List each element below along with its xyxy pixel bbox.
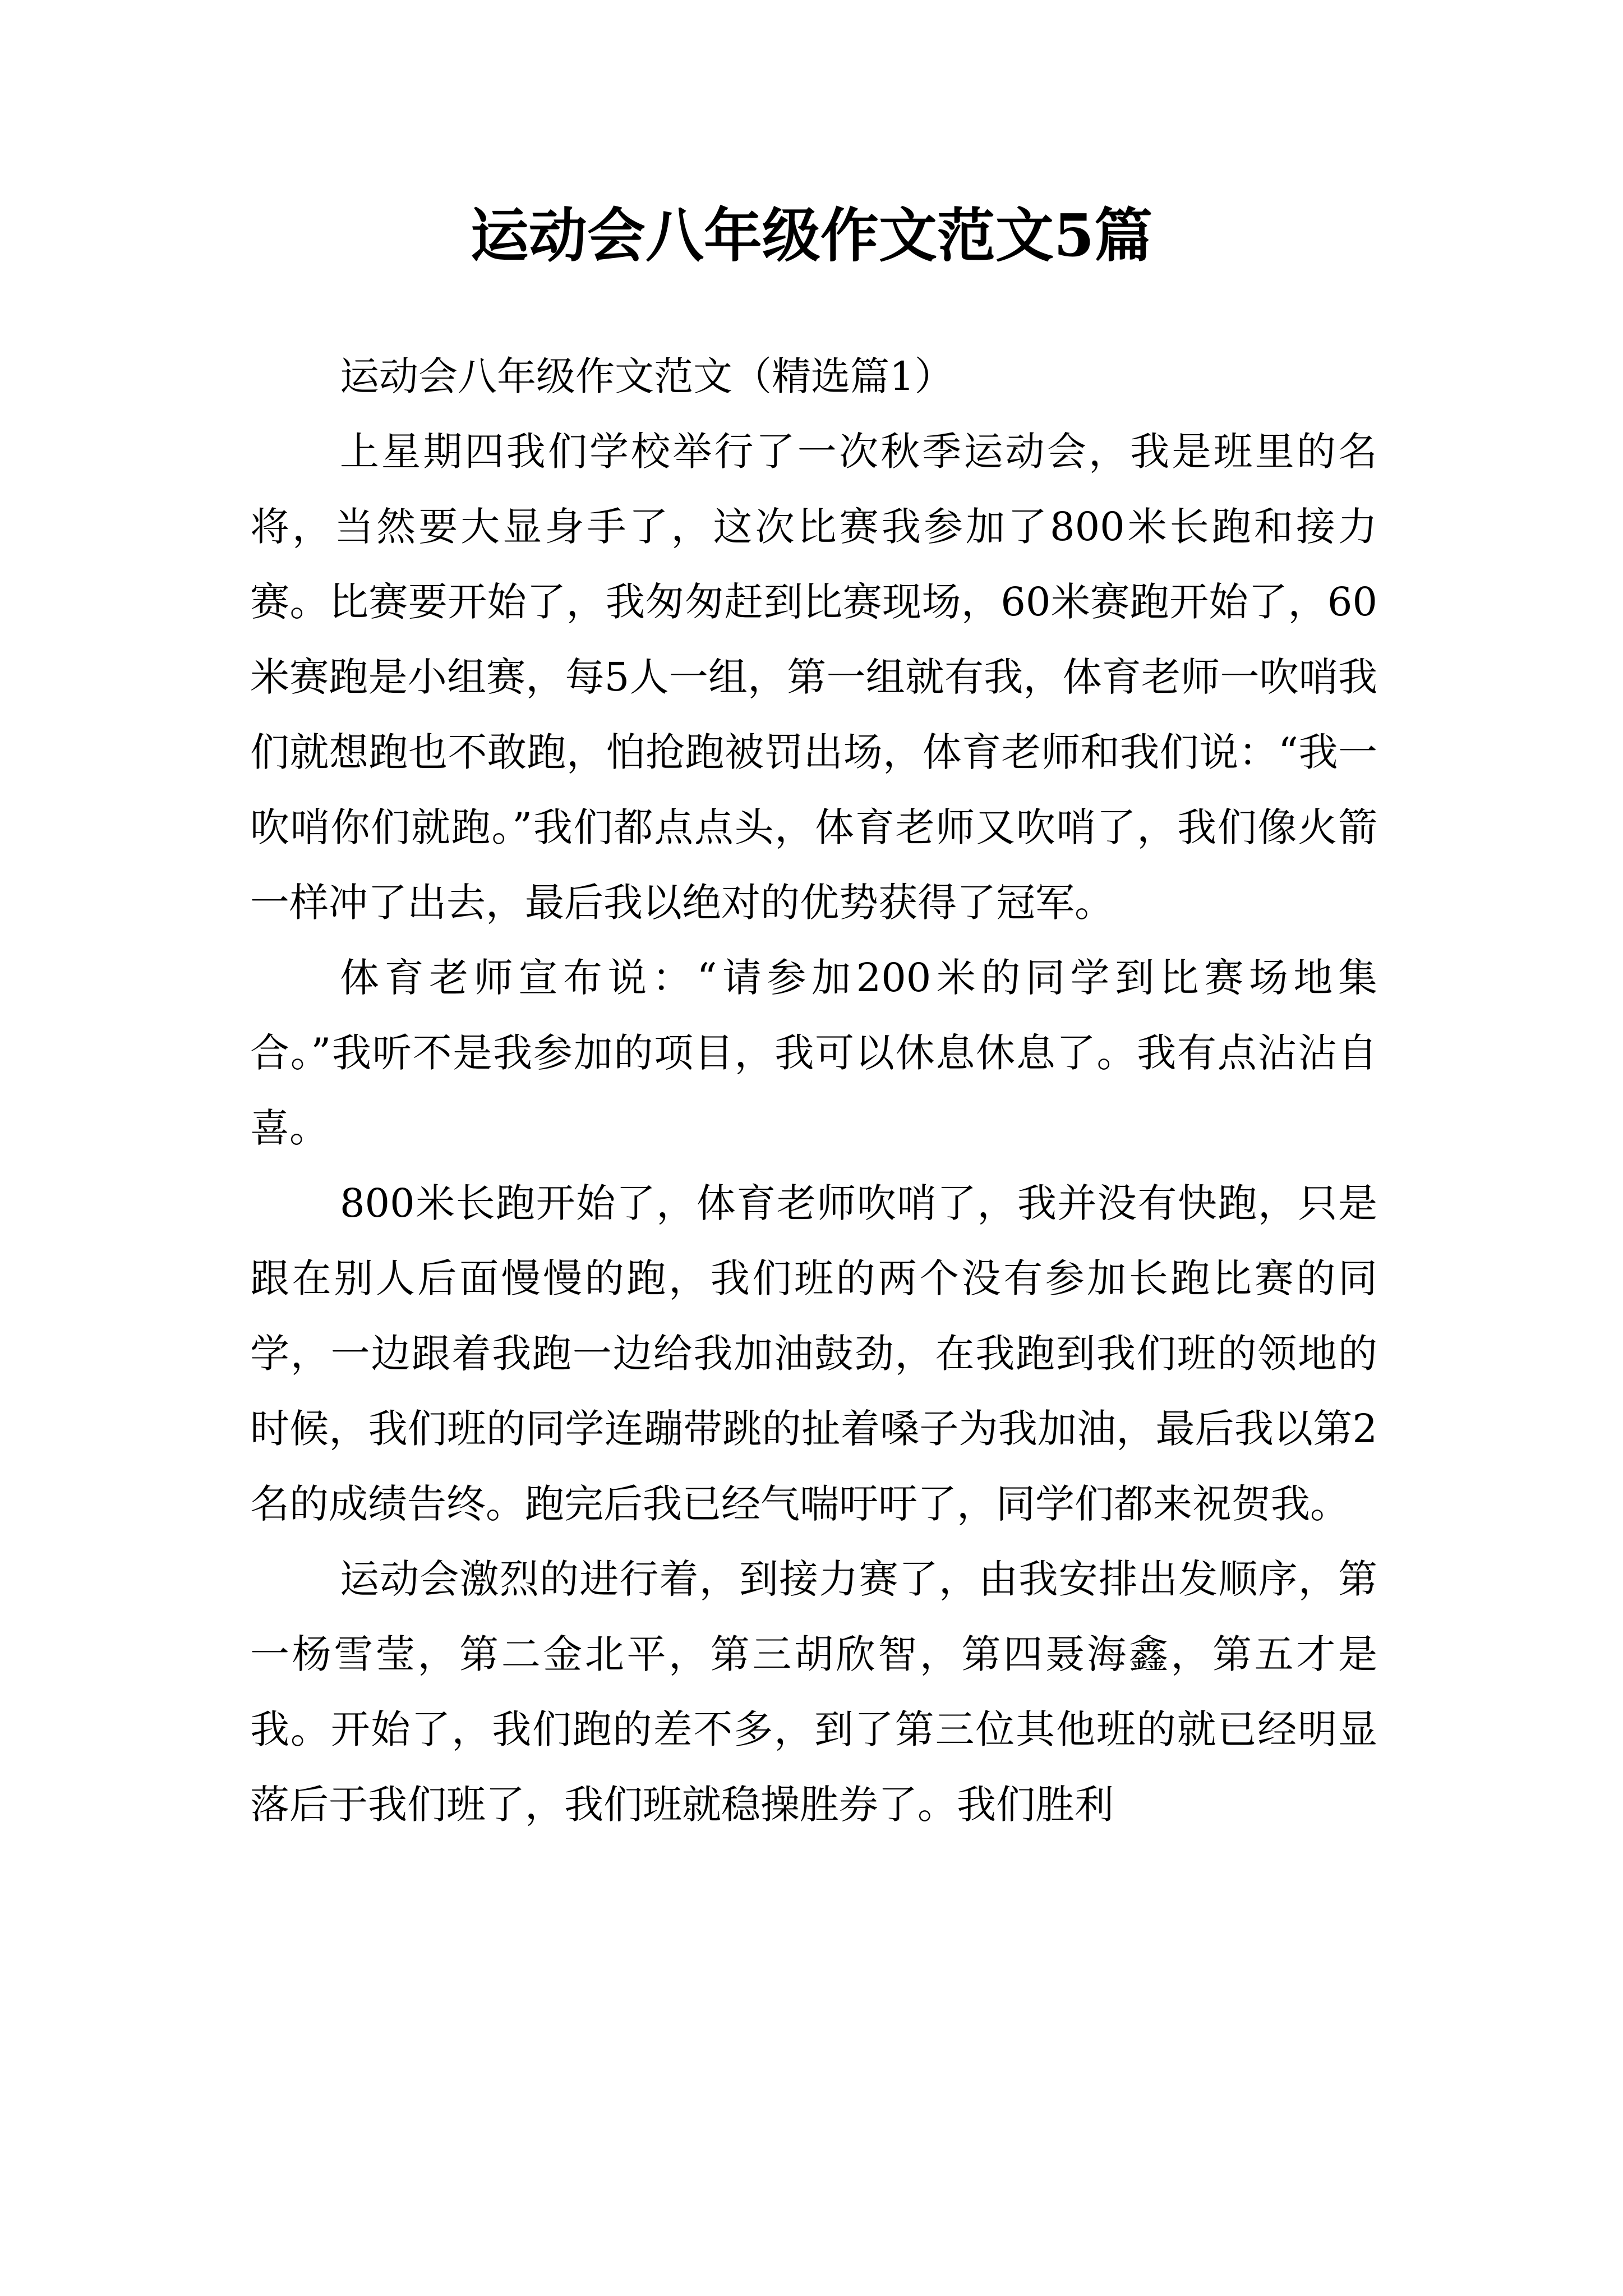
paragraph: 800米长跑开始了，体育老师吹哨了，我并没有快跑，只是跟在别人后面慢慢的跑，我们班的两个没有参加长跑比赛的同学，一边跟着我跑一边给我加油鼓劲，在我跑到我们班的领地的时候，我们班的同学连蹦带跳的扯着嗓子为我加油，最后我以第2名的成绩告终。跑完后我已经气喘吁吁了，同学们都来祝贺我。: [250, 1180, 1377, 1527]
paragraph: 体育老师宣布说：“请参加200米的同学到比赛场地集合。”我听不是我参加的项目，我可以休息休息了。我有点沾沾自喜。: [250, 955, 1377, 1151]
document-body: [250, 339, 1377, 1842]
paragraph: 上星期四我们学校举行了一次秋季运动会，我是班里的名将，当然要大显身手了，这次比赛我参加了800米长跑和接力赛。比赛要开始了，我匆匆赶到比赛现场，60米赛跑开始了，60米赛跑是小组赛，每5人一组，第一组就有我，体育老师一吹哨我们就想跑也不敢跑，怕抢跑被罚出场，体育老师和我们说：“我一吹哨你们就跑。”我们都点点头，体育老师又吹哨了，我们像火箭一样冲了出去，最后我以绝对的优势获得了冠军。: [250, 429, 1377, 926]
section-heading: 运动会八年级作文范文（精选篇1）: [340, 353, 954, 399]
document-title: 运动会八年级作文范文5篇: [470, 201, 1153, 270]
paragraph: 运动会激烈的进行着，到接力赛了，由我安排出发顺序，第一杨雪莹，第二金北平，第三胡欣智，第四聂海鑫，第五才是我。开始了，我们跑的差不多，到了第三位其他班的就已经明显落后于我们班了，我们班就稳操胜券了。我们胜利: [250, 1556, 1377, 1828]
